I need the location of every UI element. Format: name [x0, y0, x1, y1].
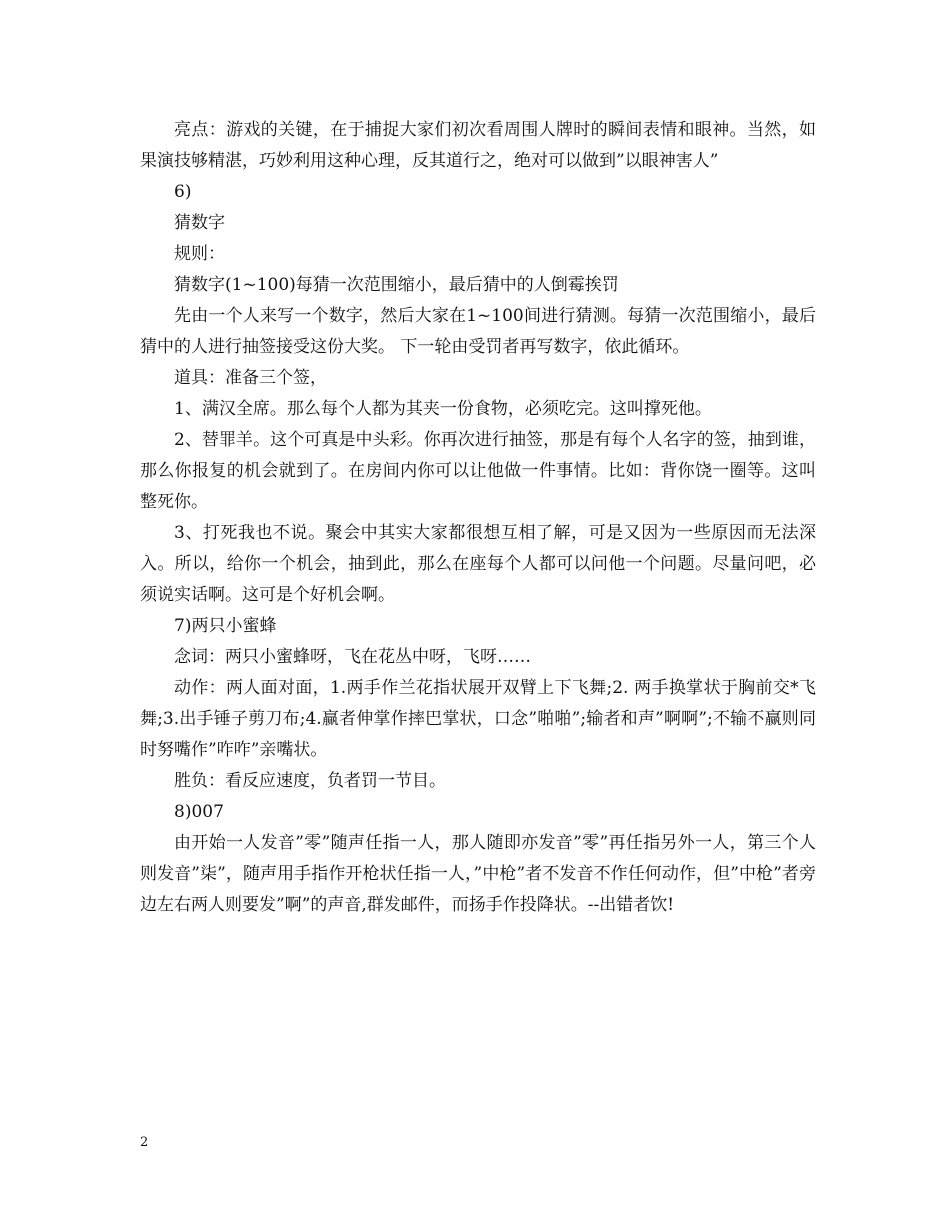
paragraph-007-rules: 由开始一人发音”零”随声任指一人，那人随即亦发音”零”再任指另外一人，第三个人则发音”柒”，随声用手指作开枪状任指一人，”中枪”者不发音不作任何动作，但”中枪”者旁边左右两人则要发”啊”的声音,群发邮件，而扬手作投降状。--出错者饮!: [140, 833, 816, 915]
game-title-two-bees: 7)两只小蜜蜂: [174, 616, 277, 636]
list-item-1: 1、满汉全席。那么每个人都为其夹一份食物，必须吃完。这叫撑死他。: [174, 399, 712, 419]
game-title-guess-number: 猜数字: [174, 213, 225, 233]
rules-label: 规则：: [174, 244, 225, 264]
paragraph-rule-detail: 先由一个人来写一个数字，然后大家在1~100间进行猜测。每猜一次范围缩小，最后猜中的人进行抽签接受这份大奖。 下一轮由受罚者再写数字，依此循环。: [140, 306, 816, 357]
paragraph-outcome: 胜负：看反应速度，负者罚一节目。: [174, 771, 446, 791]
paragraph-actions: 动作：两人面对面，1.两手作兰花指状展开双臂上下飞舞;2. 两手换掌状于胸前交*飞舞;3.出手锤子剪刀布;4.赢者伸掌作摔巴掌状，口念”啪啪”;输者和声”啊啊”;不输不赢则同时努嘴作”咋咋”亲嘴状。: [140, 678, 816, 760]
paragraph-rule-summary: 猜数字(1~100)每猜一次范围缩小，最后猜中的人倒霉挨罚: [174, 275, 619, 295]
list-item-2: 2、替罪羊。这个可真是中头彩。你再次进行抽签，那是有每个人名字的签，抽到谁，那么你报复的机会就到了。在房间内你可以让他做一件事情。比如：背你饶一圈等。这叫整死你。: [140, 430, 816, 512]
game-title-007: 8)007: [174, 802, 224, 822]
document-body: [140, 115, 816, 921]
paragraph-chant: 念词：两只小蜜蜂呀，飞在花丛中呀，飞呀……: [174, 647, 531, 667]
paragraph-props: 道具：准备三个签，: [174, 368, 327, 388]
page-number: 2: [140, 1135, 149, 1150]
list-item-3: 3、打死我也不说。聚会中其实大家都很想互相了解，可是又因为一些原因而无法深入。所以，给你一个机会，抽到此，那么在座每个人都可以问他一个问题。尽量问吧，必须说实话啊。这可是个好机会啊。: [140, 523, 816, 605]
section-number-6: 6): [174, 182, 192, 202]
paragraph-highlight: 亮点：游戏的关键，在于捕捉大家们初次看周围人牌时的瞬间表情和眼神。当然，如果演技够精湛，巧妙利用这种心理，反其道行之，绝对可以做到”以眼神害人”: [140, 120, 816, 171]
